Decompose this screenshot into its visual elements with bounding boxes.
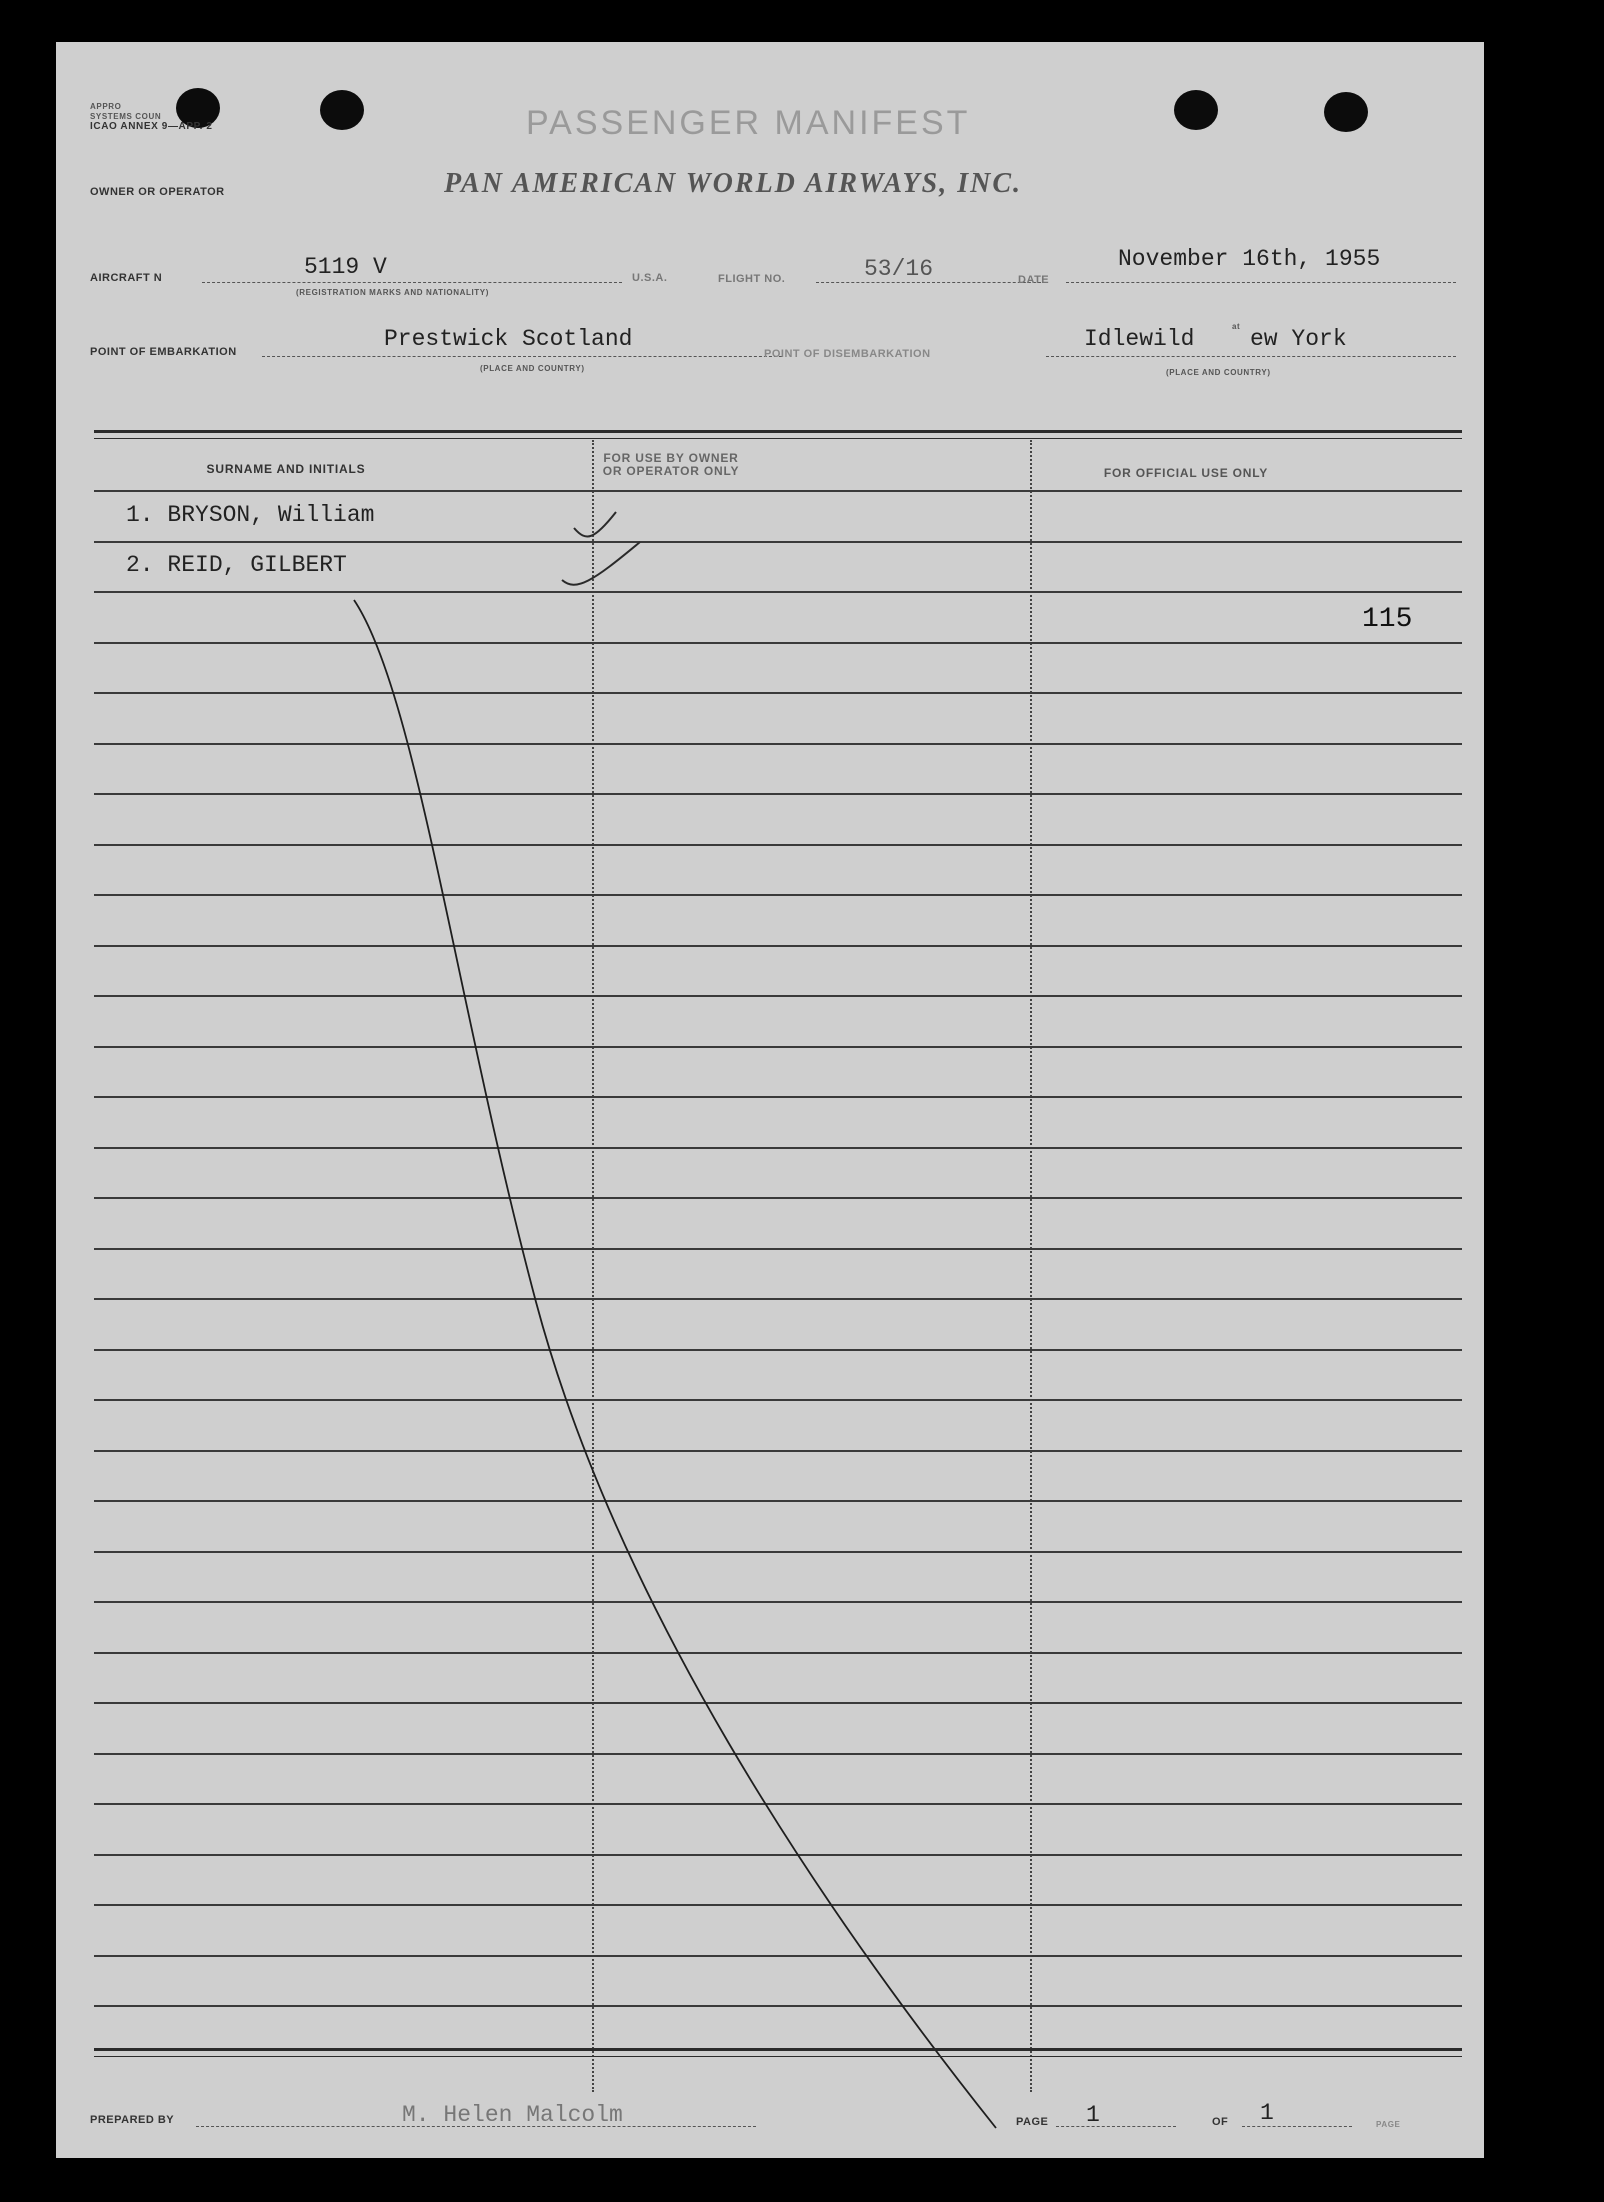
handwritten-marks xyxy=(56,42,1484,2158)
owner-use-line2: OR OPERATOR ONLY xyxy=(602,464,740,478)
aircraft-caption: (REGISTRATION MARKS AND NATIONALITY) xyxy=(296,288,489,297)
embarkation-caption: (PLACE AND COUNTRY) xyxy=(480,364,585,373)
date-label: DATE xyxy=(1018,274,1050,286)
column-header-official: FOR OFFICIAL USE ONLY xyxy=(1103,466,1269,480)
passenger-number: 1. xyxy=(126,502,154,528)
page-of-label: OF xyxy=(1212,2116,1229,2128)
disembarkation-superscript: at xyxy=(1232,322,1241,331)
check-mark xyxy=(562,542,640,585)
page-label: PAGE xyxy=(1016,2116,1049,2128)
form-ref-line3: ICAO ANNEX 9—APP. 2 xyxy=(90,121,213,132)
page-word: PAGE xyxy=(1376,2120,1401,2129)
page-blank xyxy=(1056,2126,1176,2127)
aircraft-value: 5119 V xyxy=(304,254,387,280)
page-of-value: 1 xyxy=(1260,2100,1274,2126)
disembarkation-value: Idlewild xyxy=(1084,326,1195,352)
disembarkation-label: POINT OF DISEMBARKATION xyxy=(764,348,931,360)
prepared-label: PREPARED BY xyxy=(90,2114,175,2126)
cancel-line xyxy=(354,600,996,2128)
nationality-label: U.S.A. xyxy=(632,272,668,284)
passenger-name: BRYSON, William xyxy=(167,502,375,528)
check-mark xyxy=(574,512,616,536)
official-number: 115 xyxy=(1362,604,1413,635)
prepared-value: M. Helen Malcolm xyxy=(402,2102,623,2128)
form-ref-line2: SYSTEMS COUN xyxy=(90,112,162,121)
passenger-name: REID, GILBERT xyxy=(167,552,347,578)
form-title: PASSENGER MANIFEST xyxy=(526,104,971,142)
flight-value: 53/16 xyxy=(864,256,934,282)
form-ref-line1: APPRO xyxy=(90,102,122,111)
footer-rule xyxy=(94,2048,1462,2051)
embarkation-label: POINT OF EMBARKATION xyxy=(90,346,237,358)
page-value: 1 xyxy=(1086,2102,1100,2128)
aircraft-label: AIRCRAFT N xyxy=(90,272,163,284)
disembarkation-caption: (PLACE AND COUNTRY) xyxy=(1166,368,1271,377)
disembarkation-value2: ew York xyxy=(1250,326,1347,352)
passenger-number: 2. xyxy=(126,552,154,578)
footer-rule xyxy=(94,2056,1462,2057)
manifest-sheet xyxy=(56,42,1484,2158)
embarkation-value: Prestwick Scotland xyxy=(384,326,633,352)
flight-label: FLIGHT NO. xyxy=(718,273,786,285)
column-header-surname: SURNAME AND INITIALS xyxy=(206,462,366,476)
owner-label: OWNER OR OPERATOR xyxy=(90,186,225,198)
page-of-blank xyxy=(1242,2126,1352,2127)
owner-use-line1: FOR USE BY OWNER xyxy=(603,451,739,465)
owner-value: PAN AMERICAN WORLD AIRWAYS, INC. xyxy=(444,168,1023,199)
date-value: November 16th, 1955 xyxy=(1118,246,1381,272)
